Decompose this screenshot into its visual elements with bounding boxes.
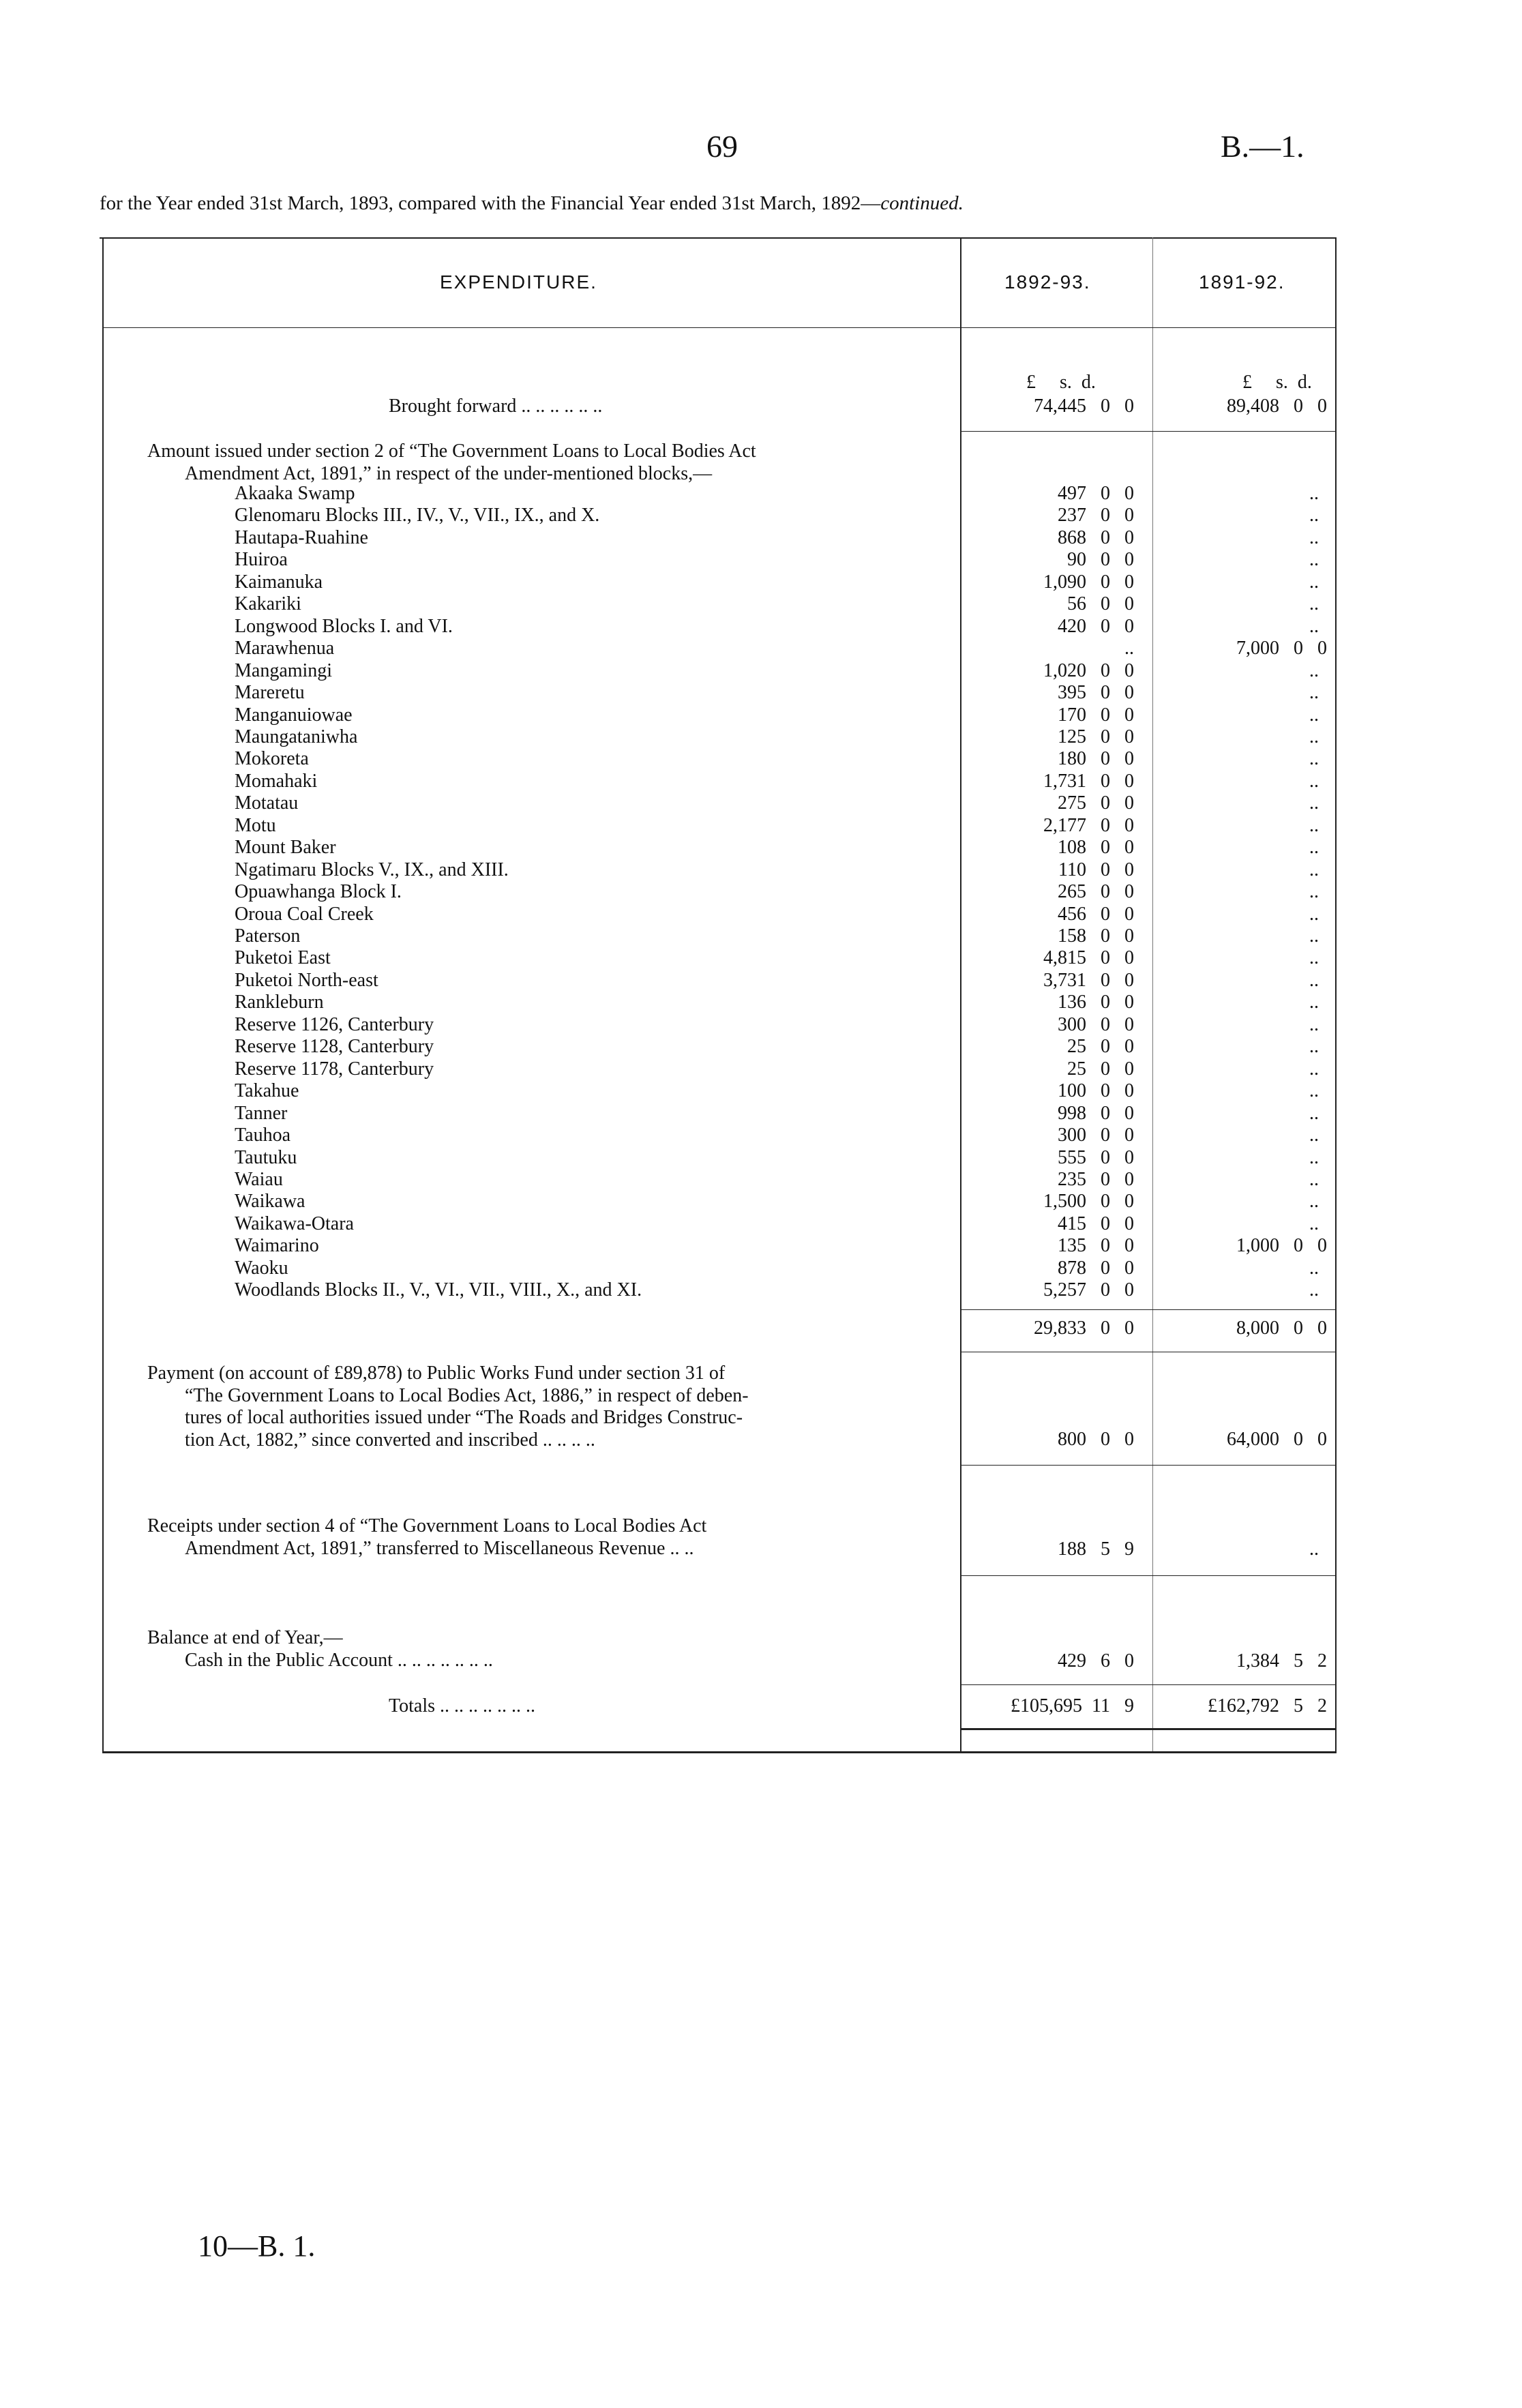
loan-row-1892-93: 125 0 0 — [1058, 726, 1134, 747]
loan-row-1891-92: .. — [1309, 814, 1319, 836]
table-top-rule — [100, 237, 1337, 239]
loan-row-label: Tanner — [235, 1102, 288, 1124]
loan-row-1891-92: .. — [1309, 770, 1319, 792]
loan-row-1892-93: 235 0 0 — [1058, 1168, 1134, 1190]
table-left-rule — [102, 237, 104, 1753]
loan-row-1892-93: 3,731 0 0 — [1043, 969, 1134, 991]
loan-row-1892-93: 90 0 0 — [1067, 549, 1134, 571]
totals-double-rule — [960, 1728, 1337, 1730]
loan-row-label: Woodlands Blocks II., V., VI., VII., VIII., X., and XI. — [235, 1279, 642, 1301]
loan-row-1891-92: .. — [1309, 1191, 1319, 1213]
page-title — [100, 192, 964, 215]
loan-row-label: Mokoreta — [235, 748, 309, 770]
balance-line2: Cash in the Public Account .. .. .. .. .. .. .. — [185, 1649, 493, 1671]
loan-row-1892-93: 100 0 0 — [1058, 1080, 1134, 1102]
loan-row-1891-92: .. — [1309, 1168, 1319, 1190]
loan-row-label: Waikawa-Otara — [235, 1213, 354, 1234]
loan-row-label: Kaimanuka — [235, 571, 323, 593]
loan-row-1891-92: .. — [1309, 969, 1319, 991]
column-header-1892-93: 1892-93. — [1004, 271, 1091, 293]
loan-row-1892-93: 868 0 0 — [1058, 526, 1134, 548]
loan-row-1892-93: 275 0 0 — [1058, 792, 1134, 814]
loan-row-1891-92: .. — [1309, 792, 1319, 814]
loan-row-1892-93: 300 0 0 — [1058, 1125, 1134, 1146]
loan-row-1892-93: 878 0 0 — [1058, 1257, 1134, 1279]
loan-row-label: Opuawhanga Block I. — [235, 881, 402, 903]
loan-row-1891-92: .. — [1309, 1146, 1319, 1168]
loan-row-1891-92: .. — [1309, 859, 1319, 880]
balance-1891-92: 1,384 5 2 — [1236, 1650, 1327, 1671]
loan-row-1891-92: .. — [1309, 1213, 1319, 1234]
receipts-text — [147, 1515, 1000, 1560]
loan-row-1891-92: .. — [1309, 704, 1319, 726]
loan-row-1892-93: 415 0 0 — [1058, 1213, 1134, 1234]
loan-row-label: Huiroa — [235, 549, 288, 571]
payment-1891-92: 64,000 0 0 — [1227, 1429, 1327, 1450]
loan-row-1891-92: .. — [1309, 1080, 1319, 1102]
loan-row-1892-93: 2,177 0 0 — [1043, 814, 1134, 836]
loan-row-1892-93: 56 0 0 — [1067, 593, 1134, 615]
loan-row-1891-92: .. — [1309, 571, 1319, 593]
loan-row-1891-92: .. — [1309, 837, 1319, 859]
loan-row-1892-93: 497 0 0 — [1058, 483, 1134, 504]
loan-row-label: Paterson — [235, 925, 301, 947]
title-continued: continued. — [880, 192, 964, 214]
loan-row-1892-93: 998 0 0 — [1058, 1102, 1134, 1124]
loan-row-label: Hautapa-Ruahine — [235, 526, 368, 548]
currency-header-b: £ s. d. — [1242, 372, 1312, 393]
loan-row-label: Waikawa — [235, 1191, 305, 1213]
loan-row-label: Longwood Blocks I. and VI. — [235, 615, 453, 637]
loan-row-1891-92: .. — [1309, 881, 1319, 903]
loan-row-1892-93: 456 0 0 — [1058, 903, 1134, 925]
loan-row-1892-93: 110 0 0 — [1058, 859, 1134, 880]
payment-rule — [960, 1465, 1337, 1466]
loan-row-1891-92: .. — [1309, 748, 1319, 770]
loan-row-1891-92: .. — [1309, 659, 1319, 681]
loans-heading-line2: Amendment Act, 1891,” in respect of the under-mentioned blocks,— — [185, 462, 713, 484]
loan-row-1892-93: 1,500 0 0 — [1043, 1191, 1134, 1213]
loan-row-1892-93: 25 0 0 — [1067, 1058, 1134, 1080]
loan-row-1891-92: .. — [1309, 1036, 1319, 1058]
loan-row-1891-92: .. — [1309, 992, 1319, 1013]
loan-row-label: Motu — [235, 814, 276, 836]
loan-row-label: Tauhoa — [235, 1125, 291, 1146]
payment-line4: tion Act, 1882,” since converted and inscribed .. .. .. .. — [185, 1429, 595, 1451]
footer-signature: 10—B. 1. — [198, 2229, 316, 2263]
loan-row-1892-93: 300 0 0 — [1058, 1013, 1134, 1035]
loan-row-label: Mount Baker — [235, 837, 336, 859]
loan-row-1892-93: 170 0 0 — [1058, 704, 1134, 726]
loan-row-label: Waiau — [235, 1168, 283, 1190]
balance-text — [147, 1627, 1000, 1671]
totals-1892-93: £105,695 11 9 — [1011, 1695, 1134, 1716]
loan-row-1892-93: 237 0 0 — [1058, 505, 1134, 526]
loan-row-1892-93: 158 0 0 — [1058, 925, 1134, 947]
loan-row-label: Motatau — [235, 792, 299, 814]
subtotal-1892-93: 29,833 0 0 — [1034, 1318, 1134, 1339]
loan-row-1891-92: .. — [1309, 526, 1319, 548]
loan-row-1891-92: .. — [1309, 925, 1319, 947]
loan-row-1892-93: 1,090 0 0 — [1043, 571, 1134, 593]
column-header-1891-92: 1891-92. — [1199, 271, 1285, 293]
loan-row-1892-93: 136 0 0 — [1058, 992, 1134, 1013]
loan-row-label: Oroua Coal Creek — [235, 903, 374, 925]
brought-forward-label: Brought forward .. .. .. .. .. .. — [389, 396, 603, 417]
loan-row-label: Glenomaru Blocks III., IV., V., VII., IX., and X. — [235, 505, 600, 526]
loan-row-label: Kakariki — [235, 593, 301, 615]
loan-row-label: Maungataniwha — [235, 726, 358, 747]
totals-top-rule — [960, 1684, 1337, 1685]
loan-row-1892-93: 1,020 0 0 — [1043, 659, 1134, 681]
payment-text — [147, 1363, 1000, 1451]
loan-row-label: Takahue — [235, 1080, 299, 1102]
loan-row-label: Waimarino — [235, 1235, 319, 1257]
loan-row-label: Reserve 1128, Canterbury — [235, 1036, 434, 1058]
loan-row-1891-92: .. — [1309, 593, 1319, 615]
payment-line2: “The Government Loans to Local Bodies Act, 1886,” in respect of deben- — [185, 1384, 749, 1406]
loan-row-label: Rankleburn — [235, 992, 324, 1013]
loan-row-1891-92: .. — [1309, 726, 1319, 747]
loan-row-label: Mangamingi — [235, 659, 333, 681]
loan-row-1891-92: .. — [1309, 903, 1319, 925]
payment-1892-93: 800 0 0 — [1058, 1429, 1134, 1450]
loan-row-1891-92: .. — [1309, 615, 1319, 637]
loans-heading — [147, 441, 1000, 485]
loan-row-label: Reserve 1126, Canterbury — [235, 1013, 434, 1035]
loan-row-1891-92: .. — [1309, 549, 1319, 571]
loan-row-1891-92: .. — [1309, 947, 1319, 969]
loan-row-1891-92: .. — [1309, 505, 1319, 526]
loan-row-1892-93: 180 0 0 — [1058, 748, 1134, 770]
loan-row-1891-92: .. — [1309, 483, 1319, 504]
loan-row-1891-92: .. — [1309, 1257, 1319, 1279]
loan-row-1892-93: 555 0 0 — [1058, 1146, 1134, 1168]
loan-row-1891-92: .. — [1309, 1125, 1319, 1146]
table-bottom-rule — [102, 1751, 1337, 1753]
loan-row-1891-92: .. — [1309, 1279, 1319, 1301]
loan-row-label: Mareretu — [235, 682, 305, 704]
loan-row-1892-93: .. — [1124, 638, 1134, 659]
receipts-1891-92: .. — [1309, 1539, 1319, 1560]
loan-row-label: Marawhenua — [235, 638, 335, 659]
loan-row-label: Puketoi North-east — [235, 969, 378, 991]
loan-row-1892-93: 4,815 0 0 — [1043, 947, 1134, 969]
loan-row-1892-93: 135 0 0 — [1058, 1235, 1134, 1257]
loan-row-1892-93: 25 0 0 — [1067, 1036, 1134, 1058]
page-number: 69 — [706, 129, 738, 164]
subtotal-1891-92: 8,000 0 0 — [1236, 1318, 1327, 1339]
payment-line1: Payment (on account of £89,878) to Public Works Fund under section 31 of — [147, 1363, 726, 1384]
brought-forward-1891-92: 89,408 0 0 — [1227, 396, 1327, 417]
loan-row-1891-92: 1,000 0 0 — [1236, 1235, 1327, 1257]
loan-row-1891-92: 7,000 0 0 — [1236, 638, 1327, 659]
loan-row-label: Tautuku — [235, 1146, 297, 1168]
loan-row-label: Momahaki — [235, 770, 318, 792]
loan-row-1891-92: .. — [1309, 1102, 1319, 1124]
header-bottom-rule — [102, 327, 1337, 328]
title-main: for the Year ended 31st March, 1893, compared with the Financial Year ended 31st March, 1892— — [100, 192, 881, 214]
column-divider-b — [1152, 237, 1153, 1753]
payment-line3: tures of local authorities issued under “The Roads and Bridges Construc- — [185, 1407, 743, 1428]
loan-row-label: Manganuiowae — [235, 704, 353, 726]
loan-row-1891-92: .. — [1309, 1058, 1319, 1080]
totals-1891-92: £162,792 5 2 — [1208, 1695, 1327, 1716]
loan-row-label: Ngatimaru Blocks V., IX., and XIII. — [235, 859, 509, 880]
loan-row-1891-92: .. — [1309, 682, 1319, 704]
brought-forward-rule — [960, 431, 1337, 432]
balance-1892-93: 429 6 0 — [1058, 1650, 1134, 1671]
receipts-1892-93: 188 5 9 — [1058, 1539, 1134, 1560]
receipts-rule — [960, 1575, 1337, 1576]
column-header-expenditure: EXPENDITURE. — [440, 271, 597, 293]
currency-header-a: £ s. d. — [1026, 372, 1096, 393]
loan-row-1892-93: 265 0 0 — [1058, 881, 1134, 903]
loan-row-1892-93: 5,257 0 0 — [1043, 1279, 1134, 1301]
subtotal-rule — [960, 1309, 1337, 1310]
document-reference: B.—1. — [1221, 129, 1304, 164]
loans-heading-line1: Amount issued under section 2 of “The Government Loans to Local Bodies Act — [147, 441, 756, 462]
receipts-line2: Amendment Act, 1891,” transferred to Miscellaneous Revenue .. .. — [185, 1537, 694, 1559]
totals-label: Totals .. .. .. .. .. .. .. — [389, 1695, 536, 1716]
loan-row-1892-93: 420 0 0 — [1058, 615, 1134, 637]
receipts-line1: Receipts under section 4 of “The Government Loans to Local Bodies Act — [147, 1515, 707, 1536]
table-right-rule — [1335, 237, 1337, 1753]
loan-row-1892-93: 395 0 0 — [1058, 682, 1134, 704]
loan-row-label: Waoku — [235, 1257, 288, 1279]
loan-row-label: Akaaka Swamp — [235, 483, 355, 504]
loan-row-1891-92: .. — [1309, 1013, 1319, 1035]
loan-row-label: Reserve 1178, Canterbury — [235, 1058, 434, 1080]
brought-forward-1892-93: 74,445 0 0 — [1034, 396, 1134, 417]
loan-row-1892-93: 1,731 0 0 — [1043, 770, 1134, 792]
balance-line1: Balance at end of Year,— — [147, 1627, 343, 1648]
loan-row-1892-93: 108 0 0 — [1058, 837, 1134, 859]
loan-row-label: Puketoi East — [235, 947, 331, 969]
